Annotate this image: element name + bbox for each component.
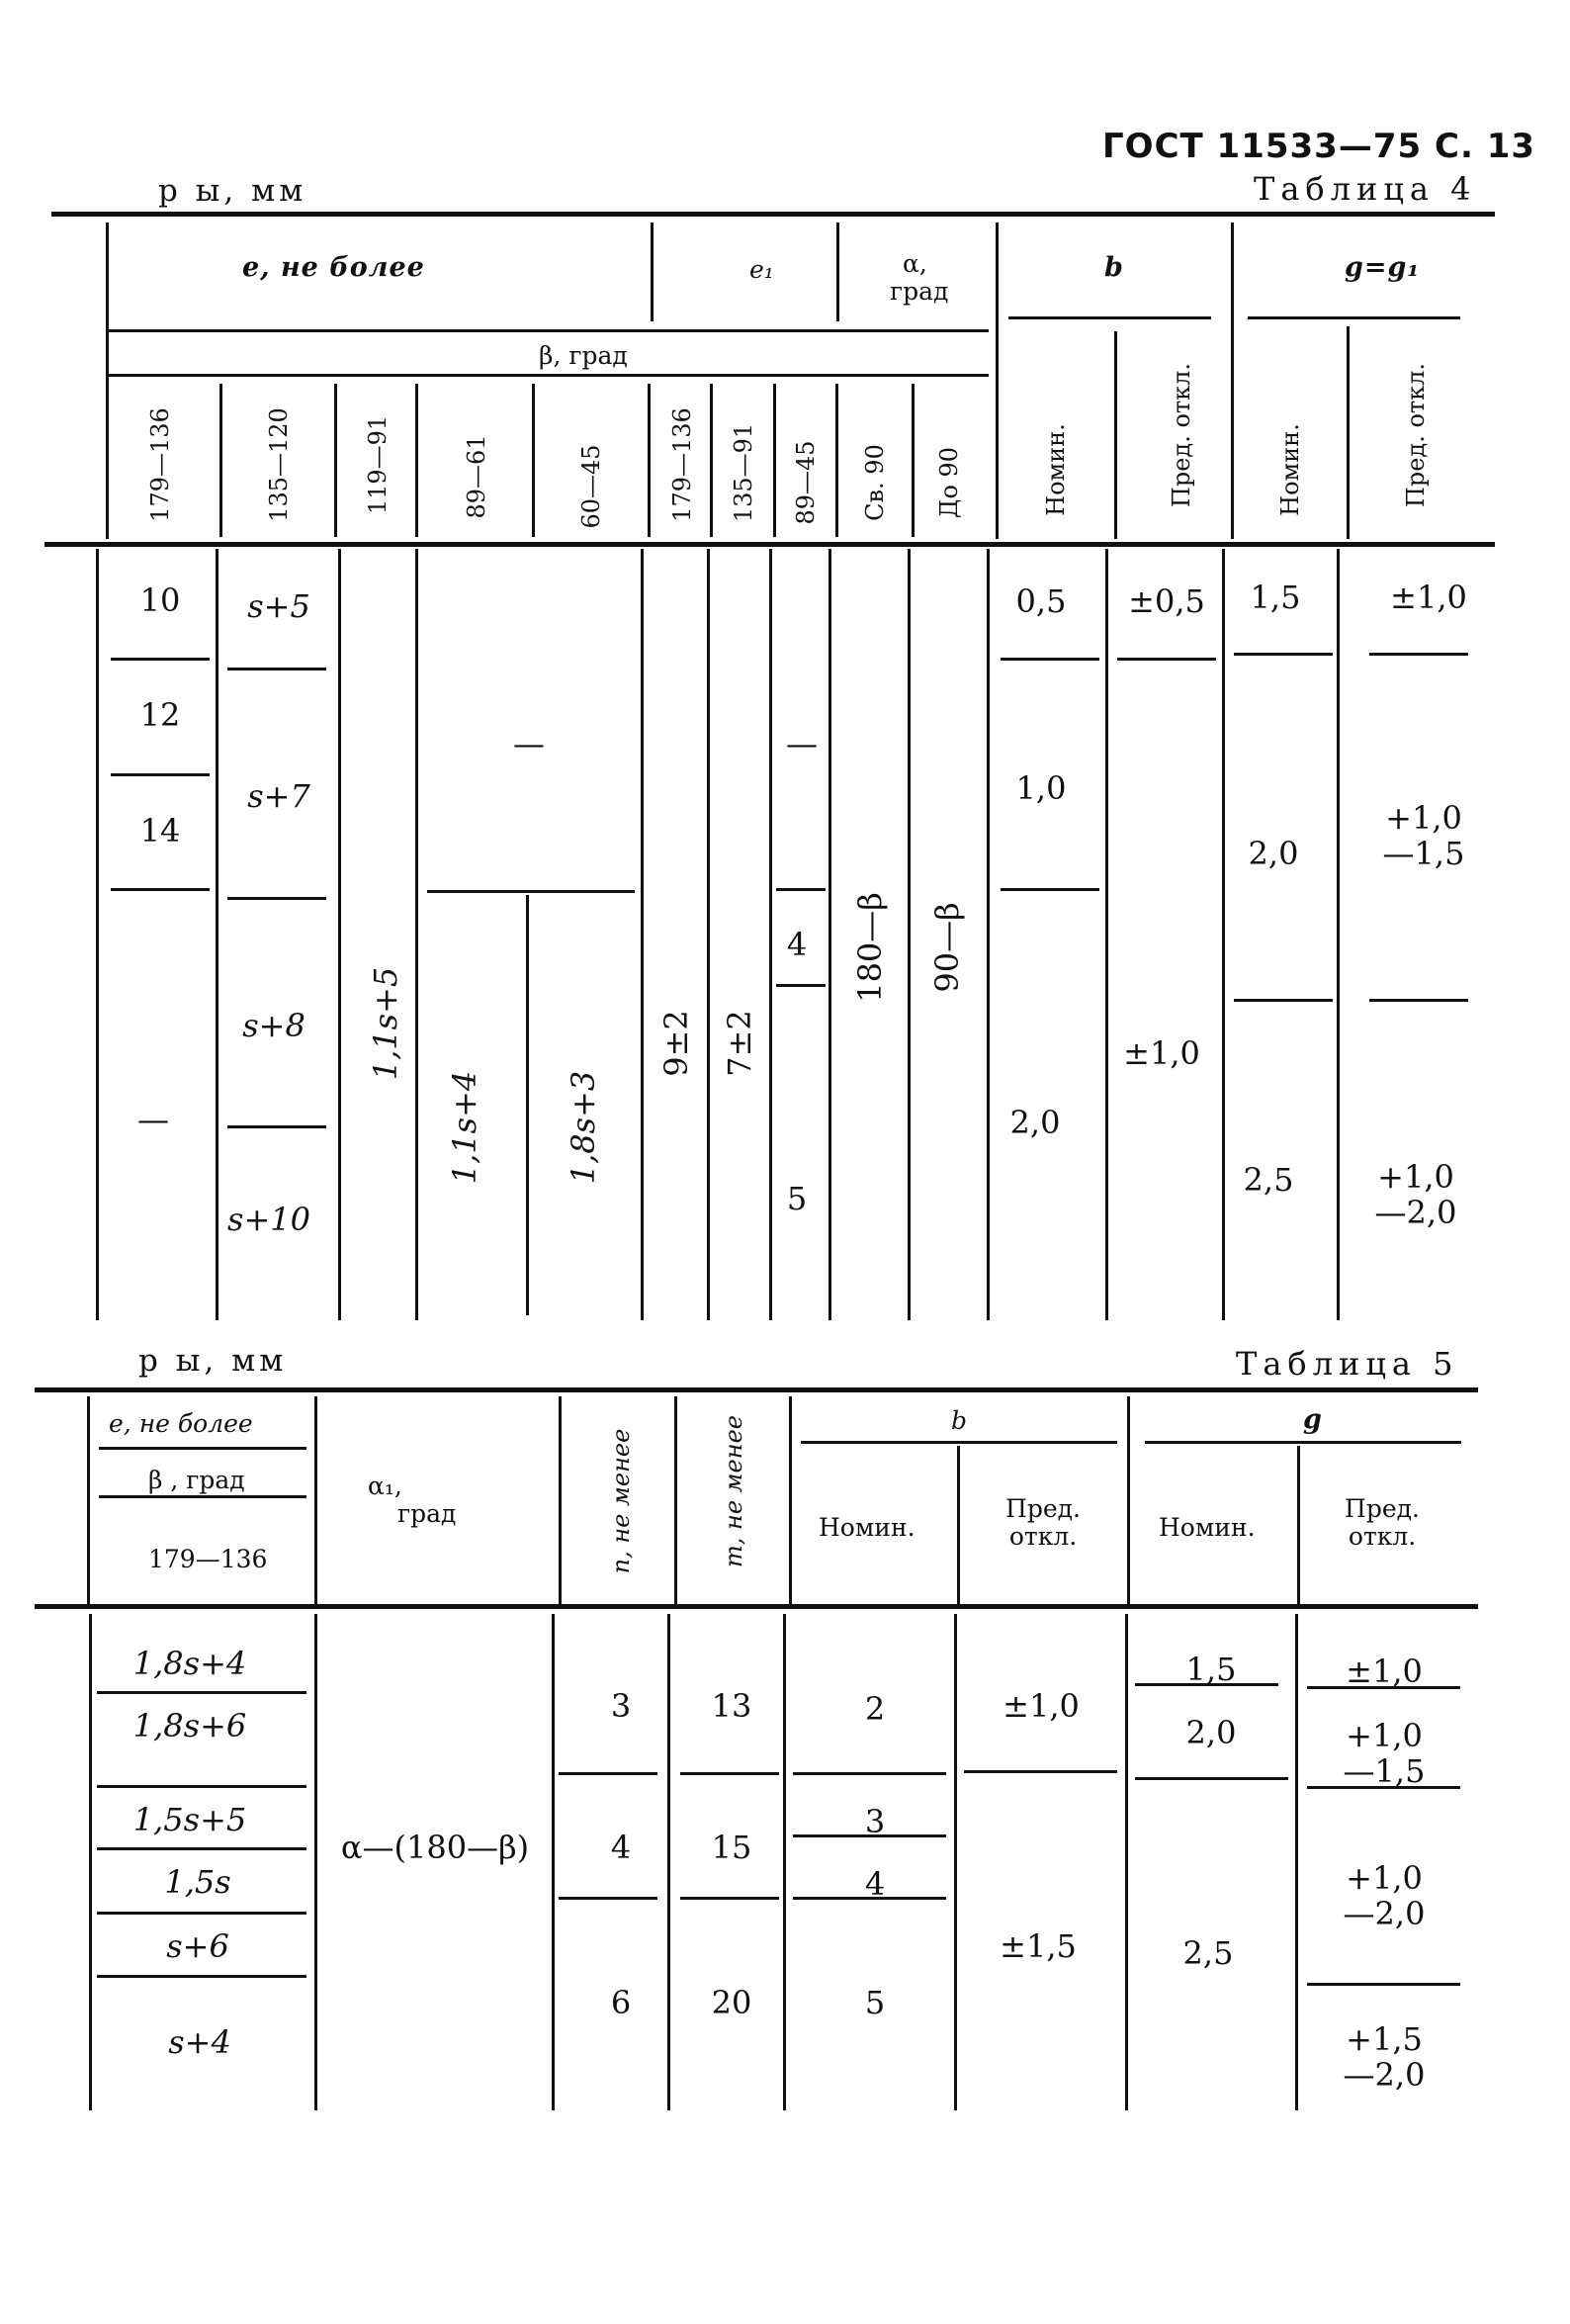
t4-vline	[526, 895, 529, 1315]
t4-hline	[1369, 999, 1468, 1002]
t5-hline	[97, 1912, 306, 1915]
t5-b-nom: Номин.	[819, 1513, 916, 1542]
t4-hline	[111, 888, 210, 891]
t4-vline	[532, 384, 535, 537]
t5-g-nom-r3: 2,5	[1182, 1934, 1234, 1972]
t4-vline	[334, 384, 337, 537]
t4-vline	[96, 549, 99, 1320]
t4-hline	[111, 773, 210, 776]
t4-sub-179-136: 179—136	[146, 407, 174, 522]
t4-e1-89-r1: —	[786, 725, 818, 762]
t4-vline	[415, 384, 418, 537]
t5-vline	[957, 1446, 960, 1604]
t5-e-r2: 1,8s+6	[132, 1707, 247, 1744]
t4-vline	[1114, 331, 1117, 539]
table4-caption: Таблица 4	[1254, 170, 1477, 208]
t4-hline	[1001, 658, 1099, 661]
t4-hline	[1248, 316, 1460, 319]
t5-vline	[87, 1396, 90, 1604]
t4-sub-89-61: 89—61	[463, 434, 490, 519]
t5-hline	[97, 1785, 306, 1788]
t5-vline	[1127, 1396, 1130, 1604]
t4-hline	[1008, 316, 1211, 319]
t4-sub-135-120: 135—120	[265, 407, 293, 522]
t4-header-bottom-rule	[44, 542, 1495, 547]
t5-hline	[793, 1772, 946, 1775]
t4-vline	[912, 384, 915, 537]
t4-sub-g-pred: Пред. откл.	[1402, 362, 1430, 508]
t4-hline	[109, 374, 989, 377]
t5-b-nom-r2: 3	[864, 1803, 886, 1840]
t5-n-r1: 3	[610, 1687, 632, 1725]
t5-hline	[99, 1447, 306, 1450]
t4-col-e: e, не более	[242, 252, 425, 283]
t4-g-pred-r3: +1,0 —2,0	[1374, 1158, 1457, 1231]
t5-m-r1: 13	[711, 1687, 752, 1725]
t4-sub-sv90: Св. 90	[861, 444, 889, 521]
t5-hline	[99, 1495, 306, 1498]
t5-vline	[789, 1396, 792, 1604]
t5-hline	[97, 1975, 306, 1978]
t5-vline	[314, 1614, 317, 2110]
t4-vline	[1105, 549, 1108, 1320]
table5-top-rule	[35, 1387, 1478, 1392]
t4-hline	[227, 1125, 326, 1128]
t4-vline	[415, 549, 418, 1320]
t4-e1-179: 9±2	[657, 1010, 695, 1077]
t5-e-r5: s+6	[166, 1927, 229, 1965]
t4-sub-g-nom: Номин.	[1276, 423, 1304, 516]
t4-col-b: b	[1104, 252, 1124, 283]
t5-vline	[674, 1396, 677, 1604]
table4-unit-label: р ы, мм	[158, 173, 307, 209]
t4-vline	[338, 549, 341, 1320]
t4-e89-top: —	[513, 725, 545, 762]
t5-g-pred-r1: ±1,0	[1346, 1653, 1423, 1690]
t4-b-nom-r1: 0,5	[1015, 582, 1067, 620]
t5-b-pred-r2: ±1,5	[1000, 1927, 1077, 1965]
t5-g-nom: Номин.	[1159, 1513, 1256, 1542]
t4-vline	[835, 384, 838, 537]
t4-alpha-do90: 90—β	[928, 902, 966, 993]
t5-g-pred-r4: +1,5 —2,0	[1343, 2020, 1426, 2094]
t5-b-nom-r1: 2	[864, 1690, 886, 1728]
t5-vline	[1295, 1614, 1298, 2110]
t4-hline	[1001, 888, 1099, 891]
t4-vline	[769, 549, 772, 1320]
t4-sub-b-nom: Номин.	[1042, 423, 1070, 516]
t4-hline	[1117, 658, 1216, 661]
t5-vline	[552, 1614, 555, 2110]
t4-vline	[773, 384, 776, 537]
t5-vline	[667, 1614, 670, 2110]
t5-e-r4: 1,5s	[164, 1863, 231, 1901]
t4-e89: 1,1s+4	[446, 1070, 483, 1185]
t4-vline	[1347, 326, 1350, 539]
t5-vline	[954, 1614, 957, 2110]
t4-vline	[216, 549, 218, 1320]
t4-e179-r3: 14	[139, 812, 181, 849]
t4-sub-b-pred: Пред. откл.	[1168, 362, 1195, 508]
t4-vline	[996, 223, 999, 539]
t5-hline	[1135, 1777, 1288, 1780]
t5-n-r3: 6	[610, 1984, 632, 2021]
t5-hline	[559, 1897, 657, 1900]
t4-vline	[710, 384, 713, 537]
t5-b-pred: Пред. откл.	[1005, 1494, 1081, 1551]
t5-hline	[559, 1772, 657, 1775]
t5-vline	[89, 1614, 92, 2110]
table4-top-rule	[51, 212, 1495, 217]
t4-alpha-sv90: 180—β	[851, 892, 889, 1003]
t4-vline	[1337, 549, 1340, 1320]
t4-vline	[1231, 223, 1234, 539]
t4-e179-r2: 12	[139, 696, 181, 734]
t5-col-alpha1-unit: град	[397, 1499, 457, 1528]
t4-sub-do90: До 90	[935, 446, 963, 519]
t5-vline	[1125, 1614, 1128, 2110]
t4-e179-r4: —	[137, 1101, 169, 1138]
t4-e135-r1: s+5	[247, 587, 310, 625]
t4-e179-r1: 10	[139, 581, 181, 619]
t5-vline	[783, 1614, 786, 2110]
t4-hline	[1234, 653, 1333, 656]
t4-vline	[1222, 549, 1225, 1320]
t4-g-pred-r1: ±1,0	[1390, 579, 1467, 616]
t5-col-alpha1: α₁,	[368, 1472, 402, 1500]
t5-g-nom-r2: 2,0	[1185, 1714, 1237, 1751]
t5-g-nom-r1: 1,5	[1185, 1651, 1237, 1688]
page-header-title: ГОСТ 11533—75 С. 13	[1102, 127, 1536, 166]
t4-e1-89-r2: 4	[786, 926, 808, 963]
t5-b-pred-r1: ±1,0	[1003, 1687, 1080, 1725]
t5-col-n: n, не менее	[607, 1428, 635, 1574]
t5-beta-label: β , град	[148, 1466, 245, 1494]
t4-b-pred-r2: ±1,0	[1123, 1034, 1200, 1072]
t4-g-pred-r2: +1,0 —1,5	[1382, 799, 1465, 872]
t4-b-nom-r3: 2,0	[1009, 1104, 1061, 1141]
t4-hline	[227, 668, 326, 670]
t5-e-r3: 1,5s+5	[132, 1801, 247, 1838]
t4-g-nom-r3: 2,5	[1243, 1161, 1294, 1199]
t4-sub-e1-135-91: 135—91	[730, 422, 757, 523]
t4-vline	[707, 549, 710, 1320]
t5-m-r3: 20	[711, 1984, 752, 2021]
t4-hline	[109, 329, 989, 332]
t5-g-pred-r3: +1,0 —2,0	[1343, 1859, 1426, 1932]
t4-hline	[1369, 653, 1468, 656]
t4-vline	[106, 223, 109, 539]
t5-b-nom-r3: 4	[864, 1865, 886, 1903]
t5-vline	[314, 1396, 317, 1604]
t4-vline	[836, 223, 839, 321]
t4-vline	[651, 223, 654, 321]
t5-hline	[680, 1897, 779, 1900]
t5-n-r2: 4	[610, 1829, 632, 1866]
t4-hline	[1234, 999, 1333, 1002]
t5-hline	[801, 1441, 1117, 1444]
t4-sub-e1-179-136: 179—136	[668, 407, 696, 522]
t5-hline	[964, 1770, 1117, 1773]
t5-e-r6: s+4	[168, 2023, 231, 2061]
t5-g-pred: Пред. откл.	[1345, 1494, 1420, 1551]
t5-col-e: e, не более	[109, 1409, 253, 1438]
t4-col-alpha: α,	[903, 249, 927, 278]
t4-e60: 1,8s+3	[565, 1070, 602, 1185]
t4-beta-label: β, град	[539, 341, 628, 370]
t5-header-bottom-rule	[35, 1604, 1478, 1609]
t4-vline	[641, 549, 644, 1320]
t5-hline	[97, 1691, 306, 1694]
t5-hline	[1145, 1441, 1461, 1444]
t4-e135-r2: s+7	[247, 777, 310, 815]
t4-hline	[227, 897, 326, 900]
t5-col-b: b	[951, 1406, 968, 1435]
t4-sub-e1-89-45: 89—45	[792, 440, 820, 525]
t4-vline	[648, 384, 651, 537]
t4-sub-60-45: 60—45	[577, 444, 605, 529]
t5-col-g: g	[1303, 1404, 1323, 1435]
t4-b-pred-r1: ±0,5	[1128, 582, 1205, 620]
t5-vline	[559, 1396, 562, 1604]
t4-col-e1: e₁	[749, 255, 774, 284]
t5-hline	[97, 1847, 306, 1850]
table5-unit-label: р ы, мм	[138, 1343, 288, 1379]
t4-col-g: g=g₁	[1345, 252, 1421, 283]
t4-vline	[987, 549, 990, 1320]
t4-col-alpha-unit: град	[890, 277, 949, 306]
t4-b-nom-r2: 1,0	[1015, 769, 1067, 807]
t5-e-r1: 1,8s+4	[132, 1645, 247, 1682]
t4-g-nom-r1: 1,5	[1250, 579, 1301, 616]
t5-g-pred-r2: +1,0 —1,5	[1343, 1717, 1426, 1790]
t5-hline	[1307, 1983, 1460, 1986]
t5-vline	[1297, 1446, 1300, 1604]
t5-m-r2: 15	[711, 1829, 752, 1866]
t4-sub-119-91: 119—91	[364, 414, 392, 515]
t4-hline	[776, 888, 826, 891]
t5-b-nom-r4: 5	[864, 1984, 886, 2021]
t4-e1-89-r3: 5	[786, 1180, 808, 1217]
t4-e1-135: 7±2	[721, 1010, 758, 1077]
table5-caption: Таблица 5	[1236, 1345, 1459, 1383]
t4-hline	[427, 890, 635, 893]
t4-hline	[776, 984, 826, 987]
t5-beta-range: 179—136	[148, 1545, 268, 1573]
t5-col-m: m, не менее	[720, 1415, 747, 1567]
t5-alpha1-val: α—(180—β)	[340, 1829, 530, 1866]
t4-hline	[111, 658, 210, 661]
t4-e135-r4: s+10	[227, 1201, 310, 1238]
t4-e119: 1,1s+5	[367, 966, 404, 1081]
t4-vline	[829, 549, 831, 1320]
t4-g-nom-r2: 2,0	[1248, 835, 1299, 872]
t4-e135-r3: s+8	[242, 1007, 305, 1044]
t5-hline	[680, 1772, 779, 1775]
t4-vline	[219, 384, 222, 537]
t4-vline	[908, 549, 911, 1320]
